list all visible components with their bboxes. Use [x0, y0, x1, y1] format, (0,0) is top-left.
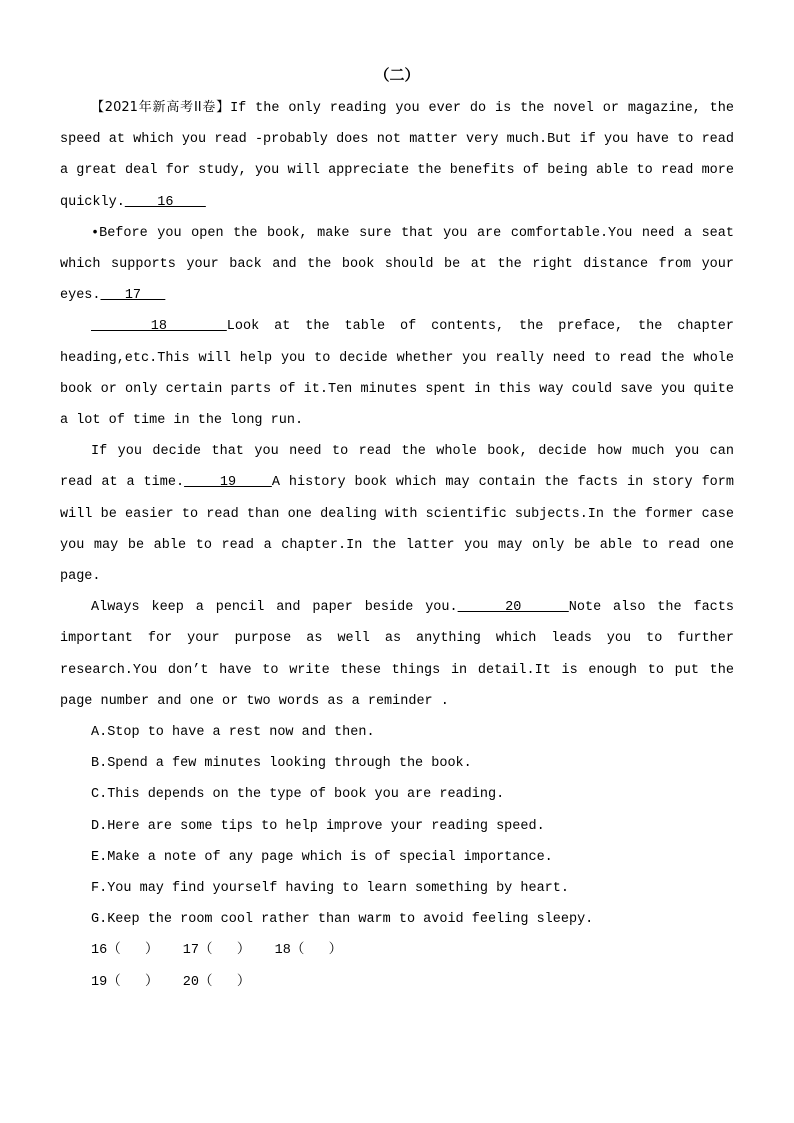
paragraph-4-text-b: A history book which may contain the facts in story form will be easier to read than one dealing with scientific subjects.In the former case you may be able to read a chapter.In the latter you may only be able to read one page. [60, 475, 734, 585]
option-f: F.You may find yourself having to learn something by heart. [91, 881, 569, 897]
paragraph-5-text: Always keep a pencil and paper beside you. [91, 600, 458, 616]
paragraph-5-text-b: Note also the facts important for your purpose as well as anything which leads you to further research.You don’t have to write these things in detail.It is enough to put the page number and one or two words as a reminder . [60, 600, 734, 709]
option-e: E.Make a note of any page which is of special importance. [91, 849, 553, 865]
option-c: C.This depends on the type of book you are reading. [91, 787, 505, 803]
paragraph-1 [60, 92, 734, 218]
answer-row-1[interactable]: 16（ ） 17（ ） 18（ ） [91, 943, 343, 959]
source-tag: 【2021年新高考II卷】 [91, 100, 231, 115]
passage-content [60, 92, 734, 998]
paragraph-3 [60, 311, 734, 436]
blank-17[interactable]: 17 [100, 288, 166, 304]
blank-16[interactable]: 16 [124, 194, 206, 210]
option-b: B.Spend a few minutes looking through the book. [91, 756, 472, 772]
blank-18[interactable]: 18 [91, 319, 227, 335]
option-g: G.Keep the room cool rather than warm to avoid feeling sleepy. [91, 912, 594, 928]
blank-20[interactable]: 20 [457, 600, 569, 616]
option-a: A.Stop to have a rest now and then. [91, 725, 375, 741]
blank-19[interactable]: 19 [184, 475, 272, 491]
paragraph-4 [60, 436, 734, 592]
answer-row-2[interactable]: 19（ ） 20（ ） [91, 974, 251, 990]
paragraph-1-text: If the only reading you ever do is the novel or magazine, the speed at which you read -probably does not matter very much.But if you have to read a great deal for study, you will appreciate the benefits of being able to read more quickly. [60, 101, 734, 210]
paragraph-3-text: Look at the table of contents, the preface, the chapter heading,etc.This will help you to decide whether you really need to read the whole book or only certain parts of it.Ten minutes spent in this way could save you quite a lot of time in the long run. [60, 319, 734, 429]
paragraph-2-text: •Before you open the book, make sure that you are comfortable.You need a seat which supports your back and the book should be at the right distance from your eyes. [60, 225, 734, 304]
option-d: D.Here are some tips to help improve your reading speed. [91, 818, 545, 834]
paragraph-5 [60, 592, 734, 717]
section-title: （二） [374, 66, 420, 84]
paragraph-2 [60, 218, 734, 312]
paragraph-4-text: If you decide that you need to read the whole book, decide how much you can read at a time. [60, 444, 734, 491]
